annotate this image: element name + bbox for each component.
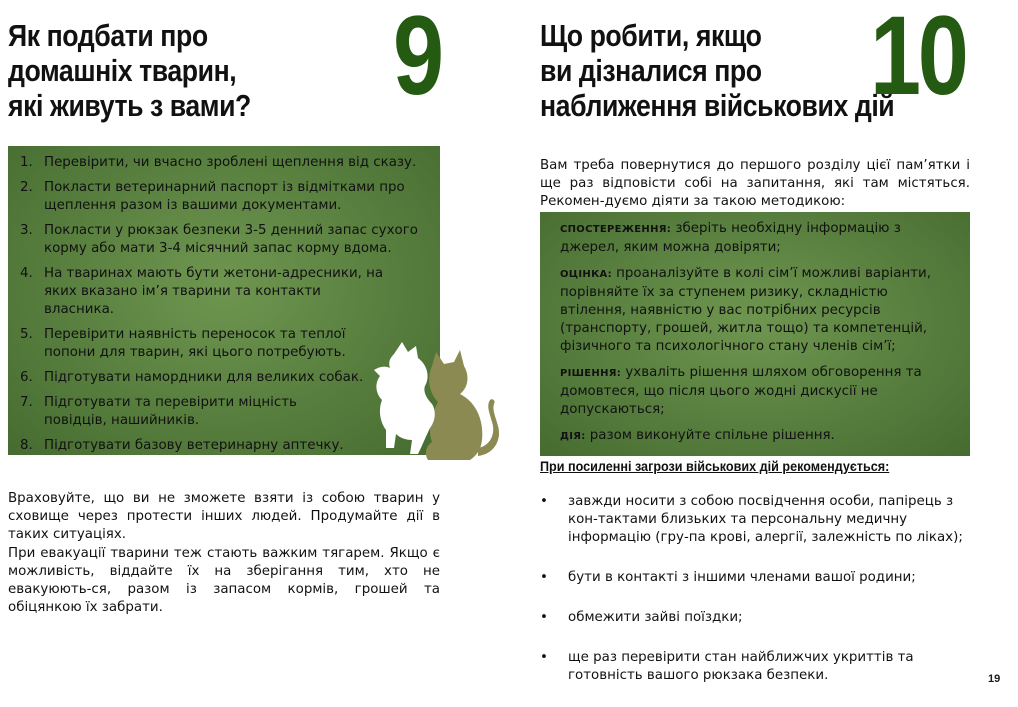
list-item: 7. Підготувати та перевірити міцність повідців, нашийників. (20, 395, 297, 428)
cat-silhouette-icon (426, 350, 499, 460)
pets-illustration (366, 336, 506, 466)
right-title-line: ви дізналися про (540, 53, 762, 88)
method-decision: РІШЕННЯ: ухваліть рішення шляхом обговорення та домовтеся, що після цього жодні дискусії не допускаються; (560, 365, 922, 417)
recommendations-list (540, 493, 972, 707)
intro-paragraph: Вам треба повернутися до першого розділу цієї пам’ятки і ще раз відповісти собі на запитання, які там містяться. Рекомен-дуємо діяти за такою методикою: (540, 158, 970, 209)
list-item: 1. Перевірити, чи вчасно зроблені щеплення від сказу. (20, 155, 417, 170)
section-number-9: 9 (393, 0, 441, 118)
method-observation: СПОСТЕРЕЖЕННЯ: зберіть необхідну інформацію з джерел, яким можна довіряти; (560, 221, 901, 255)
pet-checklist (20, 154, 420, 462)
left-title (8, 18, 290, 123)
list-item: • бути в контакті з іншими членами вашої родини; (540, 570, 916, 585)
recommendations-heading: При посиленні загрози військових дій рекомендується: (540, 458, 890, 474)
list-item: 2. Покласти ветеринарний паспорт із відмітками про щеплення разом із вашими документами. (20, 180, 405, 213)
list-item: • обмежити зайві поїздки; (540, 610, 743, 625)
list-item: 4. На тваринах мають бути жетони-адресники, на яких вказано ім’я тварини та контакти власника. (20, 266, 384, 317)
list-item: 3. Покласти у рюкзак безпеки 3-5 денний запас сухого корму або мати 3-4 місячний запас корму вдома. (20, 223, 418, 256)
method-action: ДІЯ: разом виконуйте спільне рішення. (560, 428, 835, 443)
right-title-line: Що робити, якщо (540, 18, 762, 53)
list-item: • ще раз перевірити стан найближчих укриттів та готовність вашого рюкзака безпеки. (540, 650, 914, 683)
method-list (560, 220, 955, 454)
method-assessment: ОЦІНКА: проаналізуйте в колі сім’ї можливі варіанти, порівняйте їх за ступенем ризику, складністю втілення, наявністю у вас потрібних ресурсів (транспорту, грошей, житла тощо) та компетенцій, фізичного та психологічного стану членів сім’ї; (560, 266, 931, 354)
list-item: 5. Перевірити наявність переносок та теплої попони для тварин, які цього потребують. (20, 327, 346, 360)
section-number-10: 10 (870, 0, 966, 118)
list-item: 8. Підготувати базову ветеринарну аптечку. (20, 438, 344, 453)
left-title-line: які живуть з вами? (8, 88, 251, 123)
left-title-line: домашніх тварин, (8, 53, 237, 88)
list-item: 6. Підготувати намордники для великих собак. (20, 370, 364, 385)
left-title-line: Як подбати про (8, 18, 208, 53)
shelter-warning-paragraph: Враховуйте, що ви не зможете взяти із собою тварин у сховище через протести інших людей. Продумайте дії в таких ситуаціях. (8, 491, 440, 542)
dog-silhouette-icon (374, 342, 435, 454)
evacuation-paragraph: При евакуації тварини теж стають важким тягарем. Якщо є можливість, віддайте їх на зберігання тим, хто не евакуюють-ся, разом із запасом кормів, грошей та обіцянкою їх забрати. (8, 546, 440, 615)
right-title-line: наближення військових дій (540, 88, 895, 123)
list-item: • завжди носити з собою посвідчення особи, папірець з кон-тактами близьких та персональну медичну інформацію (гру-па крові, алергії, залежність по ліках); (540, 494, 963, 545)
method-box (540, 212, 970, 456)
page-number: 19 (988, 673, 1001, 685)
